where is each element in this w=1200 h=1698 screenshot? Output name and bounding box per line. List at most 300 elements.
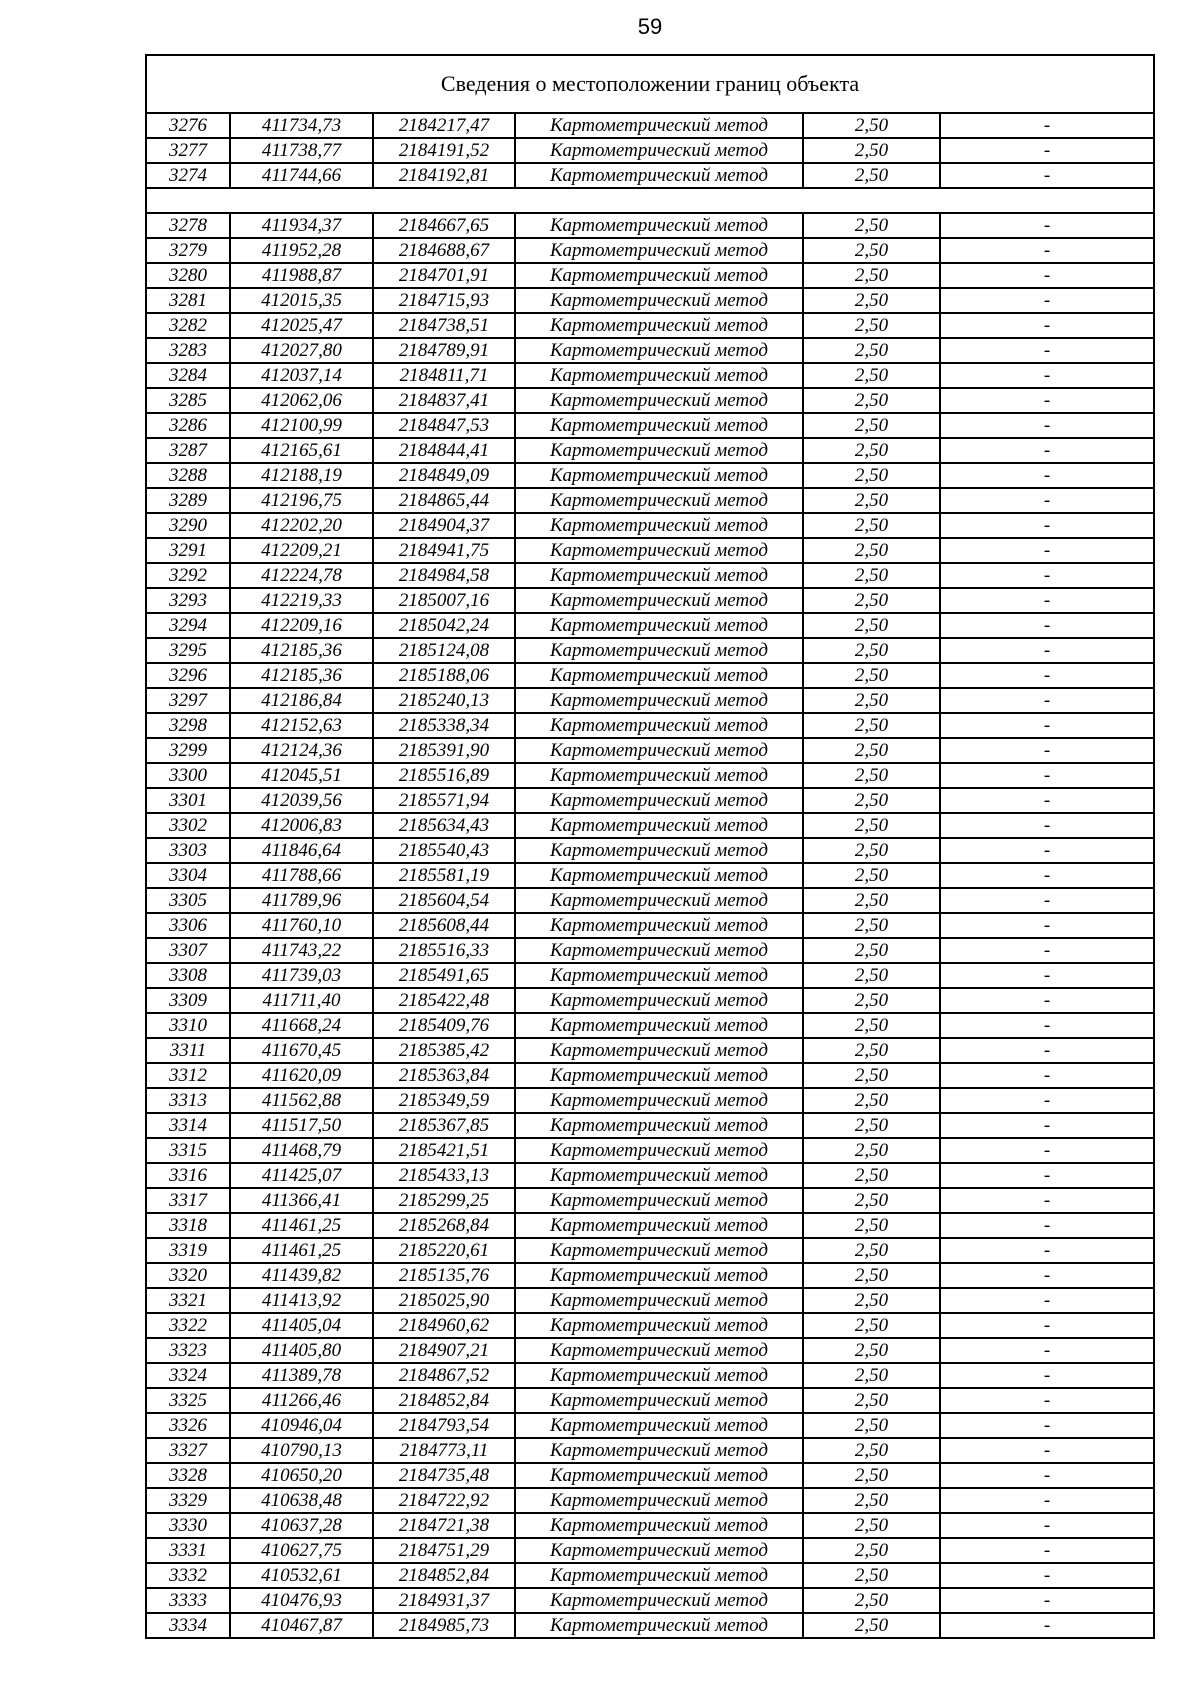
x-coordinate-cell: 412037,14 <box>230 363 373 388</box>
method-cell: Картометрический метод <box>515 1488 803 1513</box>
y-coordinate-cell: 2185363,84 <box>373 1063 515 1088</box>
description-cell: - <box>940 413 1154 438</box>
point-number-cell: 3328 <box>146 1463 230 1488</box>
accuracy-cell: 2,50 <box>803 338 940 363</box>
y-coordinate-cell: 2184941,75 <box>373 538 515 563</box>
point-number-cell: 3300 <box>146 763 230 788</box>
x-coordinate-cell: 410790,13 <box>230 1438 373 1463</box>
method-cell: Картометрический метод <box>515 1138 803 1163</box>
y-coordinate-cell: 2184984,58 <box>373 563 515 588</box>
accuracy-cell: 2,50 <box>803 1213 940 1238</box>
method-cell: Картометрический метод <box>515 1188 803 1213</box>
point-number-cell: 3325 <box>146 1388 230 1413</box>
point-number-cell: 3307 <box>146 938 230 963</box>
accuracy-cell: 2,50 <box>803 1288 940 1313</box>
method-cell: Картометрический метод <box>515 1613 803 1638</box>
x-coordinate-cell: 412209,21 <box>230 538 373 563</box>
y-coordinate-cell: 2184960,62 <box>373 1313 515 1338</box>
point-number-cell: 3313 <box>146 1088 230 1113</box>
accuracy-cell: 2,50 <box>803 1488 940 1513</box>
accuracy-cell: 2,50 <box>803 1163 940 1188</box>
table-row <box>146 1313 1154 1338</box>
point-number-cell: 3312 <box>146 1063 230 1088</box>
method-cell: Картометрический метод <box>515 338 803 363</box>
method-cell: Картометрический метод <box>515 1413 803 1438</box>
point-number-cell: 3281 <box>146 288 230 313</box>
point-number-cell: 3331 <box>146 1538 230 1563</box>
accuracy-cell: 2,50 <box>803 763 940 788</box>
y-coordinate-cell: 2185042,24 <box>373 613 515 638</box>
y-coordinate-cell: 2184865,44 <box>373 488 515 513</box>
method-cell: Картометрический метод <box>515 1163 803 1188</box>
table-row <box>146 1038 1154 1063</box>
table-row <box>146 763 1154 788</box>
method-cell: Картометрический метод <box>515 1263 803 1288</box>
method-cell: Картометрический метод <box>515 763 803 788</box>
description-cell: - <box>940 563 1154 588</box>
y-coordinate-cell: 2184721,38 <box>373 1513 515 1538</box>
accuracy-cell: 2,50 <box>803 138 940 163</box>
point-number-cell: 3286 <box>146 413 230 438</box>
description-cell: - <box>940 163 1154 188</box>
description-cell: - <box>940 763 1154 788</box>
x-coordinate-cell: 411439,82 <box>230 1263 373 1288</box>
accuracy-cell: 2,50 <box>803 438 940 463</box>
point-number-cell: 3330 <box>146 1513 230 1538</box>
description-cell: - <box>940 538 1154 563</box>
method-cell: Картометрический метод <box>515 363 803 388</box>
description-cell: - <box>940 1038 1154 1063</box>
table-row <box>146 588 1154 613</box>
description-cell: - <box>940 113 1154 138</box>
accuracy-cell: 2,50 <box>803 1413 940 1438</box>
method-cell: Картометрический метод <box>515 813 803 838</box>
y-coordinate-cell: 2184849,09 <box>373 463 515 488</box>
point-number-cell: 3318 <box>146 1213 230 1238</box>
description-cell: - <box>940 1338 1154 1363</box>
y-coordinate-cell: 2184793,54 <box>373 1413 515 1438</box>
table-row <box>146 1363 1154 1388</box>
boundary-table <box>145 54 1155 1639</box>
point-number-cell: 3322 <box>146 1313 230 1338</box>
table-row <box>146 488 1154 513</box>
method-cell: Картометрический метод <box>515 1213 803 1238</box>
method-cell: Картометрический метод <box>515 638 803 663</box>
x-coordinate-cell: 410467,87 <box>230 1613 373 1638</box>
description-cell: - <box>940 1188 1154 1213</box>
table-row <box>146 1463 1154 1488</box>
y-coordinate-cell: 2185007,16 <box>373 588 515 613</box>
description-cell: - <box>940 438 1154 463</box>
accuracy-cell: 2,50 <box>803 638 940 663</box>
y-coordinate-cell: 2184735,48 <box>373 1463 515 1488</box>
accuracy-cell: 2,50 <box>803 613 940 638</box>
accuracy-cell: 2,50 <box>803 1438 940 1463</box>
x-coordinate-cell: 411425,07 <box>230 1163 373 1188</box>
y-coordinate-cell: 2185268,84 <box>373 1213 515 1238</box>
table-row <box>146 288 1154 313</box>
x-coordinate-cell: 412015,35 <box>230 288 373 313</box>
description-cell: - <box>940 338 1154 363</box>
accuracy-cell: 2,50 <box>803 513 940 538</box>
y-coordinate-cell: 2185367,85 <box>373 1113 515 1138</box>
point-number-cell: 3282 <box>146 313 230 338</box>
point-number-cell: 3323 <box>146 1338 230 1363</box>
point-number-cell: 3329 <box>146 1488 230 1513</box>
method-cell: Картометрический метод <box>515 788 803 813</box>
point-number-cell: 3308 <box>146 963 230 988</box>
table-row <box>146 1163 1154 1188</box>
accuracy-cell: 2,50 <box>803 813 940 838</box>
accuracy-cell: 2,50 <box>803 313 940 338</box>
accuracy-cell: 2,50 <box>803 938 940 963</box>
table-row <box>146 963 1154 988</box>
point-number-cell: 3306 <box>146 913 230 938</box>
x-coordinate-cell: 411789,96 <box>230 888 373 913</box>
method-cell: Картометрический метод <box>515 888 803 913</box>
table-row <box>146 1138 1154 1163</box>
accuracy-cell: 2,50 <box>803 488 940 513</box>
x-coordinate-cell: 412209,16 <box>230 613 373 638</box>
table-row <box>146 313 1154 338</box>
description-cell: - <box>940 913 1154 938</box>
description-cell: - <box>940 1613 1154 1638</box>
table-row <box>146 1588 1154 1613</box>
method-cell: Картометрический метод <box>515 1438 803 1463</box>
method-cell: Картометрический метод <box>515 313 803 338</box>
description-cell: - <box>940 588 1154 613</box>
description-cell: - <box>940 488 1154 513</box>
description-cell: - <box>940 1363 1154 1388</box>
y-coordinate-cell: 2185516,89 <box>373 763 515 788</box>
y-coordinate-cell: 2184688,67 <box>373 238 515 263</box>
description-cell: - <box>940 863 1154 888</box>
accuracy-cell: 2,50 <box>803 113 940 138</box>
table-gap-row <box>146 188 1154 213</box>
method-cell: Картометрический метод <box>515 588 803 613</box>
y-coordinate-cell: 2184217,47 <box>373 113 515 138</box>
accuracy-cell: 2,50 <box>803 1188 940 1213</box>
y-coordinate-cell: 2184789,91 <box>373 338 515 363</box>
method-cell: Картометрический метод <box>515 963 803 988</box>
method-cell: Картометрический метод <box>515 1288 803 1313</box>
method-cell: Картометрический метод <box>515 1538 803 1563</box>
table-row <box>146 138 1154 163</box>
y-coordinate-cell: 2184847,53 <box>373 413 515 438</box>
description-cell: - <box>940 1113 1154 1138</box>
x-coordinate-cell: 411461,25 <box>230 1238 373 1263</box>
accuracy-cell: 2,50 <box>803 238 940 263</box>
y-coordinate-cell: 2185349,59 <box>373 1088 515 1113</box>
description-cell: - <box>940 1013 1154 1038</box>
accuracy-cell: 2,50 <box>803 588 940 613</box>
point-number-cell: 3319 <box>146 1238 230 1263</box>
table-row <box>146 713 1154 738</box>
point-number-cell: 3296 <box>146 663 230 688</box>
point-number-cell: 3294 <box>146 613 230 638</box>
method-cell: Картометрический метод <box>515 1238 803 1263</box>
description-cell: - <box>940 1238 1154 1263</box>
y-coordinate-cell: 2184715,93 <box>373 288 515 313</box>
table-row <box>146 413 1154 438</box>
y-coordinate-cell: 2185571,94 <box>373 788 515 813</box>
x-coordinate-cell: 411562,88 <box>230 1088 373 1113</box>
point-number-cell: 3332 <box>146 1563 230 1588</box>
accuracy-cell: 2,50 <box>803 463 940 488</box>
y-coordinate-cell: 2184667,65 <box>373 213 515 238</box>
accuracy-cell: 2,50 <box>803 163 940 188</box>
y-coordinate-cell: 2184931,37 <box>373 1588 515 1613</box>
y-coordinate-cell: 2185338,34 <box>373 713 515 738</box>
table-row <box>146 1063 1154 1088</box>
table-row <box>146 363 1154 388</box>
point-number-cell: 3279 <box>146 238 230 263</box>
accuracy-cell: 2,50 <box>803 1463 940 1488</box>
table-row <box>146 1413 1154 1438</box>
description-cell: - <box>940 938 1154 963</box>
method-cell: Картометрический метод <box>515 1388 803 1413</box>
method-cell: Картометрический метод <box>515 863 803 888</box>
table-row <box>146 563 1154 588</box>
description-cell: - <box>940 988 1154 1013</box>
x-coordinate-cell: 410476,93 <box>230 1588 373 1613</box>
y-coordinate-cell: 2184192,81 <box>373 163 515 188</box>
x-coordinate-cell: 410637,28 <box>230 1513 373 1538</box>
x-coordinate-cell: 411744,66 <box>230 163 373 188</box>
x-coordinate-cell: 411988,87 <box>230 263 373 288</box>
y-coordinate-cell: 2184852,84 <box>373 1388 515 1413</box>
x-coordinate-cell: 411670,45 <box>230 1038 373 1063</box>
y-coordinate-cell: 2185422,48 <box>373 988 515 1013</box>
point-number-cell: 3320 <box>146 1263 230 1288</box>
description-cell: - <box>940 1213 1154 1238</box>
table-row <box>146 1388 1154 1413</box>
y-coordinate-cell: 2185188,06 <box>373 663 515 688</box>
accuracy-cell: 2,50 <box>803 1013 940 1038</box>
point-number-cell: 3287 <box>146 438 230 463</box>
accuracy-cell: 2,50 <box>803 263 940 288</box>
y-coordinate-cell: 2185124,08 <box>373 638 515 663</box>
method-cell: Картометрический метод <box>515 1563 803 1588</box>
table-row <box>146 438 1154 463</box>
table-row <box>146 863 1154 888</box>
description-cell: - <box>940 388 1154 413</box>
x-coordinate-cell: 412027,80 <box>230 338 373 363</box>
method-cell: Картометрический метод <box>515 938 803 963</box>
x-coordinate-cell: 410638,48 <box>230 1488 373 1513</box>
point-number-cell: 3280 <box>146 263 230 288</box>
point-number-cell: 3311 <box>146 1038 230 1063</box>
x-coordinate-cell: 411266,46 <box>230 1388 373 1413</box>
accuracy-cell: 2,50 <box>803 1038 940 1063</box>
method-cell: Картометрический метод <box>515 613 803 638</box>
method-cell: Картометрический метод <box>515 388 803 413</box>
x-coordinate-cell: 411743,22 <box>230 938 373 963</box>
point-number-cell: 3305 <box>146 888 230 913</box>
accuracy-cell: 2,50 <box>803 1338 940 1363</box>
description-cell: - <box>940 1538 1154 1563</box>
description-cell: - <box>940 513 1154 538</box>
description-cell: - <box>940 263 1154 288</box>
x-coordinate-cell: 412219,33 <box>230 588 373 613</box>
description-cell: - <box>940 963 1154 988</box>
method-cell: Картометрический метод <box>515 663 803 688</box>
x-coordinate-cell: 410532,61 <box>230 1563 373 1588</box>
accuracy-cell: 2,50 <box>803 788 940 813</box>
description-cell: - <box>940 638 1154 663</box>
table-row <box>146 1338 1154 1363</box>
method-cell: Картометрический метод <box>515 138 803 163</box>
method-cell: Картометрический метод <box>515 1013 803 1038</box>
accuracy-cell: 2,50 <box>803 538 940 563</box>
y-coordinate-cell: 2184907,21 <box>373 1338 515 1363</box>
x-coordinate-cell: 411711,40 <box>230 988 373 1013</box>
method-cell: Картометрический метод <box>515 1313 803 1338</box>
table-row <box>146 163 1154 188</box>
y-coordinate-cell: 2185421,51 <box>373 1138 515 1163</box>
method-cell: Картометрический метод <box>515 263 803 288</box>
y-coordinate-cell: 2184844,41 <box>373 438 515 463</box>
x-coordinate-cell: 412186,84 <box>230 688 373 713</box>
point-number-cell: 3326 <box>146 1413 230 1438</box>
y-coordinate-cell: 2185385,42 <box>373 1038 515 1063</box>
method-cell: Картометрический метод <box>515 1088 803 1113</box>
accuracy-cell: 2,50 <box>803 213 940 238</box>
x-coordinate-cell: 411366,41 <box>230 1188 373 1213</box>
description-cell: - <box>940 1138 1154 1163</box>
y-coordinate-cell: 2184867,52 <box>373 1363 515 1388</box>
point-number-cell: 3316 <box>146 1163 230 1188</box>
method-cell: Картометрический метод <box>515 1588 803 1613</box>
point-number-cell: 3298 <box>146 713 230 738</box>
table-row <box>146 913 1154 938</box>
point-number-cell: 3324 <box>146 1363 230 1388</box>
accuracy-cell: 2,50 <box>803 1613 940 1638</box>
method-cell: Картометрический метод <box>515 738 803 763</box>
description-cell: - <box>940 1063 1154 1088</box>
point-number-cell: 3284 <box>146 363 230 388</box>
accuracy-cell: 2,50 <box>803 1138 940 1163</box>
x-coordinate-cell: 411952,28 <box>230 238 373 263</box>
table-row <box>146 613 1154 638</box>
method-cell: Картометрический метод <box>515 413 803 438</box>
point-number-cell: 3333 <box>146 1588 230 1613</box>
x-coordinate-cell: 411620,09 <box>230 1063 373 1088</box>
table-row <box>146 463 1154 488</box>
method-cell: Картометрический метод <box>515 713 803 738</box>
x-coordinate-cell: 411738,77 <box>230 138 373 163</box>
table-row <box>146 838 1154 863</box>
accuracy-cell: 2,50 <box>803 1388 940 1413</box>
table-caption: Сведения о местоположении границ объекта <box>146 55 1154 113</box>
table-row <box>146 738 1154 763</box>
accuracy-cell: 2,50 <box>803 663 940 688</box>
accuracy-cell: 2,50 <box>803 288 940 313</box>
accuracy-cell: 2,50 <box>803 713 940 738</box>
x-coordinate-cell: 412039,56 <box>230 788 373 813</box>
y-coordinate-cell: 2184852,84 <box>373 1563 515 1588</box>
x-coordinate-cell: 410946,04 <box>230 1413 373 1438</box>
x-coordinate-cell: 412045,51 <box>230 763 373 788</box>
point-number-cell: 3315 <box>146 1138 230 1163</box>
table-row <box>146 1438 1154 1463</box>
method-cell: Картометрический метод <box>515 838 803 863</box>
method-cell: Картометрический метод <box>515 1038 803 1063</box>
x-coordinate-cell: 412006,83 <box>230 813 373 838</box>
point-number-cell: 3276 <box>146 113 230 138</box>
table-row <box>146 1288 1154 1313</box>
accuracy-cell: 2,50 <box>803 963 940 988</box>
description-cell: - <box>940 888 1154 913</box>
table-row <box>146 1238 1154 1263</box>
accuracy-cell: 2,50 <box>803 1513 940 1538</box>
description-cell: - <box>940 138 1154 163</box>
y-coordinate-cell: 2184738,51 <box>373 313 515 338</box>
x-coordinate-cell: 411389,78 <box>230 1363 373 1388</box>
table-row <box>146 1538 1154 1563</box>
point-number-cell: 3309 <box>146 988 230 1013</box>
point-number-cell: 3295 <box>146 638 230 663</box>
point-number-cell: 3278 <box>146 213 230 238</box>
accuracy-cell: 2,50 <box>803 413 940 438</box>
method-cell: Картометрический метод <box>515 163 803 188</box>
table-row <box>146 238 1154 263</box>
description-cell: - <box>940 288 1154 313</box>
description-cell: - <box>940 788 1154 813</box>
method-cell: Картометрический метод <box>515 463 803 488</box>
y-coordinate-cell: 2184811,71 <box>373 363 515 388</box>
accuracy-cell: 2,50 <box>803 1263 940 1288</box>
method-cell: Картометрический метод <box>515 1363 803 1388</box>
description-cell: - <box>940 463 1154 488</box>
method-cell: Картометрический метод <box>515 988 803 1013</box>
y-coordinate-cell: 2185025,90 <box>373 1288 515 1313</box>
table-row <box>146 213 1154 238</box>
method-cell: Картометрический метод <box>515 213 803 238</box>
y-coordinate-cell: 2185608,44 <box>373 913 515 938</box>
accuracy-cell: 2,50 <box>803 1113 940 1138</box>
x-coordinate-cell: 411739,03 <box>230 963 373 988</box>
description-cell: - <box>940 363 1154 388</box>
table-row <box>146 688 1154 713</box>
y-coordinate-cell: 2185240,13 <box>373 688 515 713</box>
point-number-cell: 3302 <box>146 813 230 838</box>
x-coordinate-cell: 412196,75 <box>230 488 373 513</box>
table-row <box>146 663 1154 688</box>
method-cell: Картометрический метод <box>515 113 803 138</box>
y-coordinate-cell: 2185540,43 <box>373 838 515 863</box>
description-cell: - <box>940 1413 1154 1438</box>
description-cell: - <box>940 313 1154 338</box>
y-coordinate-cell: 2184701,91 <box>373 263 515 288</box>
x-coordinate-cell: 412100,99 <box>230 413 373 438</box>
table-row <box>146 638 1154 663</box>
point-number-cell: 3314 <box>146 1113 230 1138</box>
description-cell: - <box>940 713 1154 738</box>
x-coordinate-cell: 412202,20 <box>230 513 373 538</box>
table-row <box>146 1263 1154 1288</box>
accuracy-cell: 2,50 <box>803 1538 940 1563</box>
y-coordinate-cell: 2185491,65 <box>373 963 515 988</box>
accuracy-cell: 2,50 <box>803 1063 940 1088</box>
point-number-cell: 3293 <box>146 588 230 613</box>
point-number-cell: 3321 <box>146 1288 230 1313</box>
table-row <box>146 1113 1154 1138</box>
x-coordinate-cell: 411846,64 <box>230 838 373 863</box>
table-row <box>146 1188 1154 1213</box>
x-coordinate-cell: 411734,73 <box>230 113 373 138</box>
table-row <box>146 788 1154 813</box>
